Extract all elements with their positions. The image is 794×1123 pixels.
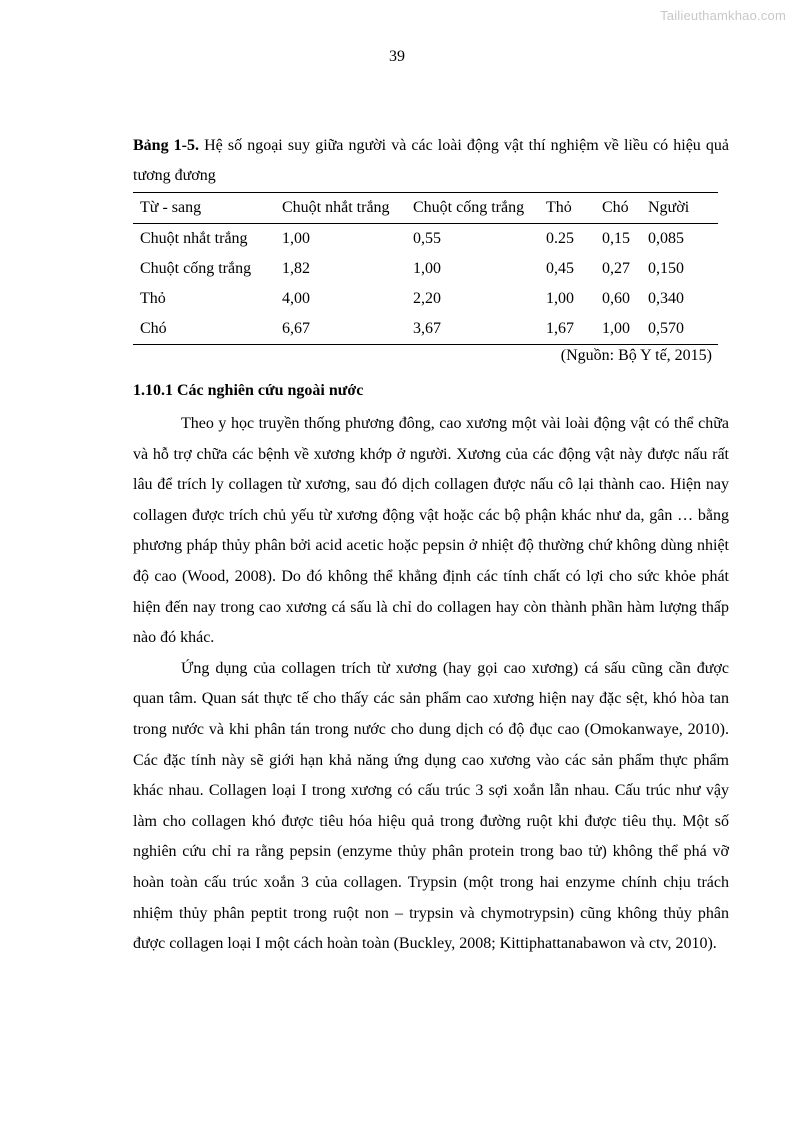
table-header-cell: Chó bbox=[595, 193, 641, 224]
table-cell: 0,15 bbox=[602, 230, 630, 247]
paragraph: Theo y học truyền thống phương đông, cao xương một vài loài động vật có thể chữa và hỗ trợ chữa các bệnh về xương khớp ở người. Xương của các động vật này được nấu rất lâu để trích ly collagen từ xương, sau đó dịch collagen được nấu cô lại thành cao. Hiện nay collagen được trích chủ yếu từ xương động vật hoặc các bộ phận khác như da, gân … bằng phương pháp thủy phân bởi acid acetic hoặc pepsin ở nhiệt độ thường chứ không dùng nhiệt độ cao (Wood, 2008). Do đó không thể khẳng định các tính chất có lợi cho sức khỏe phát hiện đến nay trong cao xương cá sấu là chỉ do collagen hay còn thành phần hàm lượng thấp nào đó khác. bbox=[133, 415, 729, 647]
table-cell: 0,55 bbox=[413, 230, 441, 247]
table-cell: 1,67 bbox=[539, 314, 595, 345]
table-cell: 1,82 bbox=[282, 260, 310, 277]
table-header-cell: Thỏ bbox=[539, 193, 595, 224]
extrapolation-table bbox=[133, 192, 718, 345]
table-caption-label: Bảng 1-5. bbox=[133, 137, 200, 154]
table-cell: 2,20 bbox=[413, 290, 441, 307]
table-row bbox=[133, 254, 718, 284]
table-cell: 0,27 bbox=[602, 260, 630, 277]
table-cell: 0.25 bbox=[546, 230, 574, 247]
table-header-cell: Chuột nhắt trắng bbox=[275, 193, 406, 224]
body-text bbox=[133, 409, 729, 960]
table-source: (Nguồn: Bộ Y tế, 2015) bbox=[560, 347, 712, 364]
table-row bbox=[133, 284, 718, 314]
table-cell: 0,45 bbox=[546, 260, 574, 277]
table-row bbox=[133, 314, 718, 345]
table-cell: 3,67 bbox=[406, 314, 539, 345]
table-header-cell: Người bbox=[641, 193, 718, 224]
table-cell: 0,570 bbox=[641, 314, 718, 345]
page-number: 39 bbox=[389, 48, 405, 65]
table-row bbox=[133, 224, 718, 255]
table-cell: 4,00 bbox=[282, 290, 310, 307]
table-cell: Thỏ bbox=[140, 290, 166, 307]
table-cell: 6,67 bbox=[275, 314, 406, 345]
table-header-cell: Từ - sang bbox=[133, 193, 275, 224]
table-cell: 0,340 bbox=[648, 290, 684, 307]
table-cell: 0,085 bbox=[648, 230, 684, 247]
table-cell: 1,00 bbox=[546, 290, 574, 307]
table-cell: Chuột cống trắng bbox=[140, 260, 252, 277]
table-header-row bbox=[133, 193, 718, 224]
table-cell: 1,00 bbox=[282, 230, 310, 247]
table-caption-text: Hệ số ngoại suy giữa người và các loài động vật thí nghiệm về liều có hiệu quả tương đương bbox=[133, 137, 730, 184]
table-cell: 0,150 bbox=[648, 260, 684, 277]
table-cell: 0,60 bbox=[602, 290, 630, 307]
table-cell: Chó bbox=[133, 314, 275, 345]
table-caption bbox=[133, 131, 729, 191]
table-cell: Chuột nhắt trắng bbox=[140, 230, 248, 247]
table-header-cell: Chuột cống trắng bbox=[406, 193, 539, 224]
paragraph: Ứng dụng của collagen trích từ xương (hay gọi cao xương) cá sấu cũng cần được quan tâm. Quan sát thực tế cho thấy các sản phẩm cao xương hiện nay đặc sệt, khó hòa tan trong nước và khi phân tán trong nước cho dung dịch có độ đục cao (Omokanwaye, 2010). Các đặc tính này sẽ giới hạn khả năng ứng dụng cao xương vào các sản phẩm thực phẩm khác nhau. Collagen loại I trong xương có cấu trúc 3 sợi xoắn lẫn nhau. Cấu trúc như vậy làm cho collagen khó được tiêu hóa hiệu quả trong đường ruột khi được tiêu thụ. Một số nghiên cứu chỉ ra rằng pepsin (enzyme thủy phân protein trong bao tử) không thể phá vỡ hoàn toàn cấu trúc xoắn 3 của collagen. Trypsin (một trong hai enzyme chính chịu trách nhiệm thủy phân peptit trong ruột non – trypsin và chymotrypsin) cũng không thủy phân được collagen loại I một cách hoàn toàn (Buckley, 2008; Kittiphattanabawon và ctv, 2010). bbox=[133, 659, 729, 953]
table-cell: 1,00 bbox=[413, 260, 441, 277]
watermark: Tailieuthamkhao.com bbox=[660, 8, 786, 23]
table-cell: 1,00 bbox=[595, 314, 641, 345]
section-heading: 1.10.1 Các nghiên cứu ngoài nước bbox=[133, 382, 364, 399]
